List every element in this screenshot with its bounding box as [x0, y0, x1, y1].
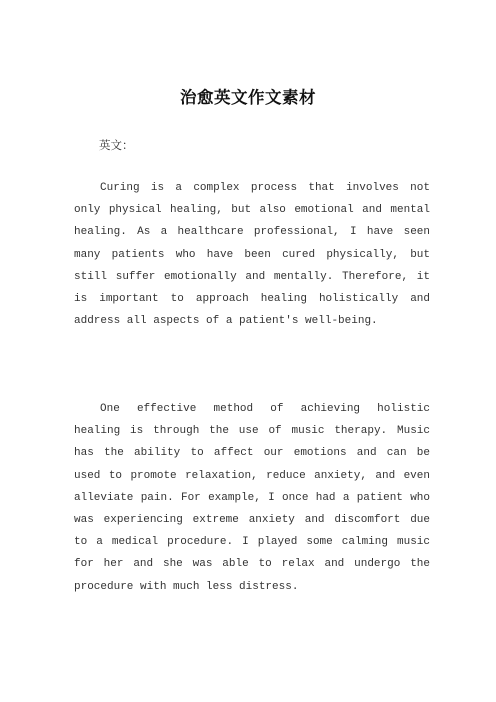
paragraph-2: One effective method of achieving holistic healing is through the use of music therapy. Music has the ability to affect our emotions and can be used to promote relaxation, reduce anxiety, and even alleviate pain. For example, I once had a patient who was experiencing extreme anxiety and discomfort due to a medical procedure. I played some calming music for her and she was able to relax and undergo the procedure with much less distress.: [74, 403, 430, 593]
paragraph-1: Curing is a complex process that involves not only physical healing, but also emotional and mental healing. As a healthcare professional, I have seen many patients who have been cured physically, but still suffer emotionally and mentally. Therefore, it is important to approach healing holistically and address all aspects of a patient's well-being.: [74, 182, 430, 328]
section-label: 英文：: [99, 138, 134, 152]
document-title: 治愈英文作文素材: [180, 88, 316, 107]
